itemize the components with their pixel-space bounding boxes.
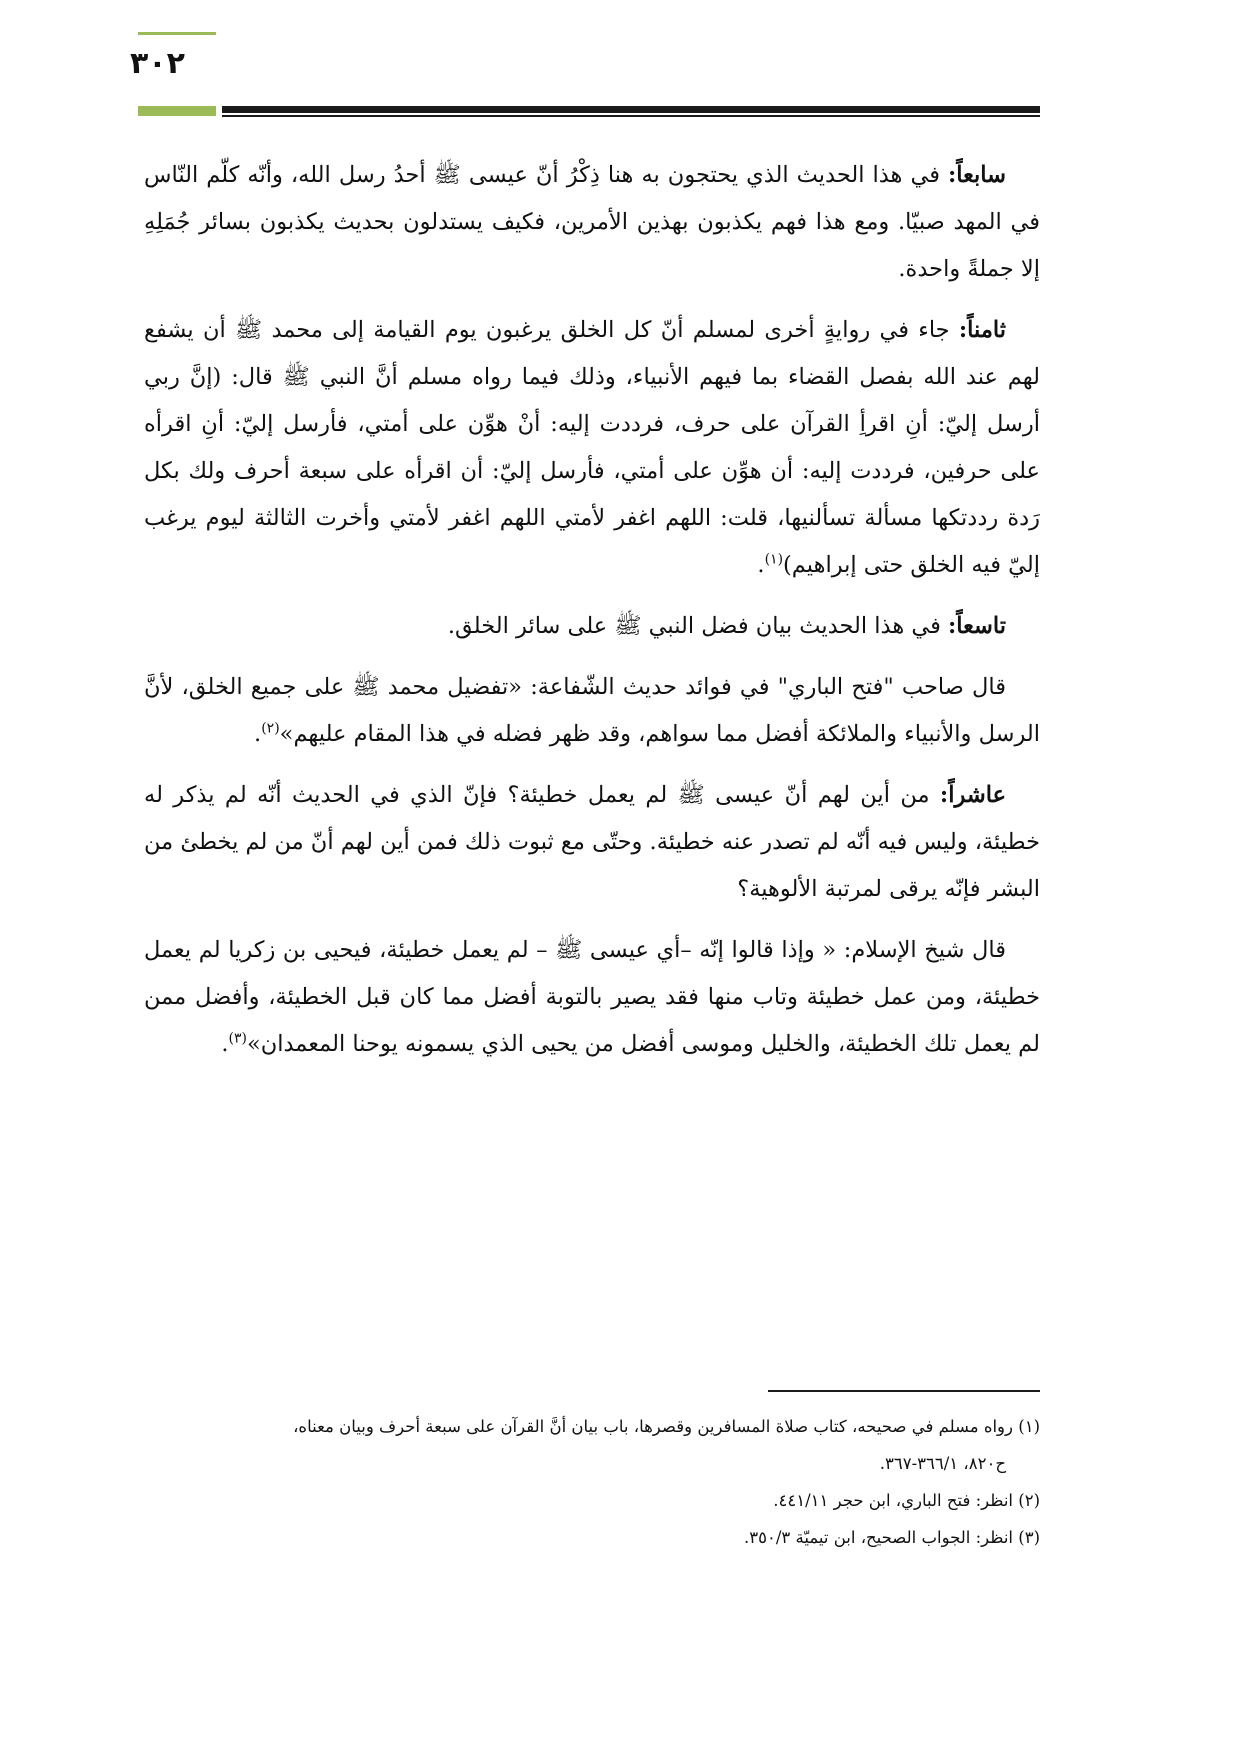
paragraph-lead: عاشراً: (939, 782, 1006, 808)
header-accent-bar (138, 106, 216, 116)
footnote-2: (٢) انظر: فتح الباري، ابن حجر ٤٤١/١١. (773, 1491, 1040, 1510)
paragraph-ninth (144, 603, 1040, 650)
page-number: ٣٠٢ (130, 46, 185, 81)
paragraph-shaykh-quote (144, 927, 1040, 1068)
footnote-ref[interactable]: (١) (764, 551, 784, 568)
paragraph-text: من أين لهم أنّ عيسى ﷺ لم يعمل خطيئة؟ فإنّ الذي في الحديث أنّه لم يذكر له خطيئة، وليس فيه أنّه لم تصدر عنه خطيئة. وحتّى مع ثبوت ذلك فمن أين لهم أنّ من لم يخطئ من البشر فإنّه يرقى لمرتبة الألوهية؟ (144, 782, 1040, 902)
footnote-1-continuation: ح٨٢٠، ٣٦٦/١-٣٦٧. (879, 1454, 1006, 1473)
footnote-3: (٣) انظر: الجواب الصحيح، ابن تيميّة ٣٥٠/٣. (744, 1528, 1040, 1547)
paragraph-text: جاء في روايةٍ أخرى لمسلم أنّ كل الخلق يرغبون يوم القيامة إلى محمد ﷺ أن يشفع لهم عند الله بفصل القضاء بما فيهم الأنبياء، وذلك فيما رواه مسلم أنَّ النبي ﷺ قال: (إنَّ ربي أرسل إليّ: أنِ اقرأِ القرآن على حرف، فرددت إليه: أنْ هوِّن على أمتي، فأرسل إليّ: أنِ اقرأه على حرفين، فرددت إليه: أن هوِّن على أمتي، فأرسل إليّ: أن اقرأه على سبعة أحرف ولك بكل رَدة رددتكها مسألة تسألنيها، قلت: اللهم اغفر لأمتي اللهم اغفر لأمتي وأخرت الثالثة ليوم يرغب إليّ فيه الخلق حتى إبراهيم) (144, 317, 1040, 578)
footnotes (144, 1408, 1040, 1556)
header-rule-thin (222, 115, 1040, 117)
paragraph-lead: تاسعاً: (948, 613, 1006, 639)
paragraph-text: في هذا الحديث بيان فضل النبي ﷺ على سائر الخلق. (447, 613, 948, 639)
main-text (144, 152, 1040, 1082)
paragraph-text: قال صاحب "فتح الباري" في فوائد حديث الشّفاعة: «تفضيل محمد ﷺ على جميع الخلق، لأنَّ الرسل والأنبياء والملائكة أفضل مما سواهم، وقد ظهر فضله في هذا المقام عليهم» (144, 674, 1040, 747)
paragraph-tail: . (221, 1031, 229, 1057)
paragraph-tail: . (254, 721, 262, 747)
paragraph-tenth (144, 772, 1040, 913)
footnote-ref[interactable]: (٢) (261, 720, 280, 737)
paragraph-text: قال شيخ الإسلام: « وإذا قالوا إنّه –أي عيسى ﷺ – لم يعمل خطيئة، فيحيى بن زكريا لم يعمل خطيئة، ومن عمل خطيئة وتاب منها فقد يصير بالتوبة أفضل مما كان قبل الخطيئة، وأفضل ممن لم يعمل تلك الخطيئة، والخليل وموسى أفضل من يحيى الذي يسمونه يوحنا المعمدان» (144, 937, 1040, 1057)
paragraph-lead: ثامناً: (958, 317, 1006, 343)
page-header (0, 0, 1240, 120)
footnote-1: (١) رواه مسلم في صحيحه، كتاب صلاة المسافرين وقصرها، باب بيان أنَّ القرآن على سبعة أحرف وبيان معناه، (293, 1417, 1040, 1436)
paragraph-text: في هذا الحديث الذي يحتجون به هنا ذِكْرُ أنّ عيسى ﷺ أحدُ رسل الله، وأنّه كلّم النّاس في المهد صبيّا. ومع هذا فهم يكذبون بهذين الأمرين، فكيف يستدلون بحديث يكذبون بسائر جُمَلِهِ إلا جملةً واحدة. (144, 162, 1040, 282)
paragraph-lead: سابعاً: (948, 162, 1006, 188)
paragraph-fath-quote (144, 664, 1040, 758)
header-rule (222, 106, 1040, 113)
paragraph-seventh (144, 152, 1040, 293)
footnote-ref[interactable]: (٣) (228, 1030, 247, 1047)
paragraph-eighth (144, 307, 1040, 589)
footnote-separator (768, 1390, 1040, 1392)
paragraph-tail: . (757, 552, 765, 578)
header-accent-top (138, 32, 216, 35)
